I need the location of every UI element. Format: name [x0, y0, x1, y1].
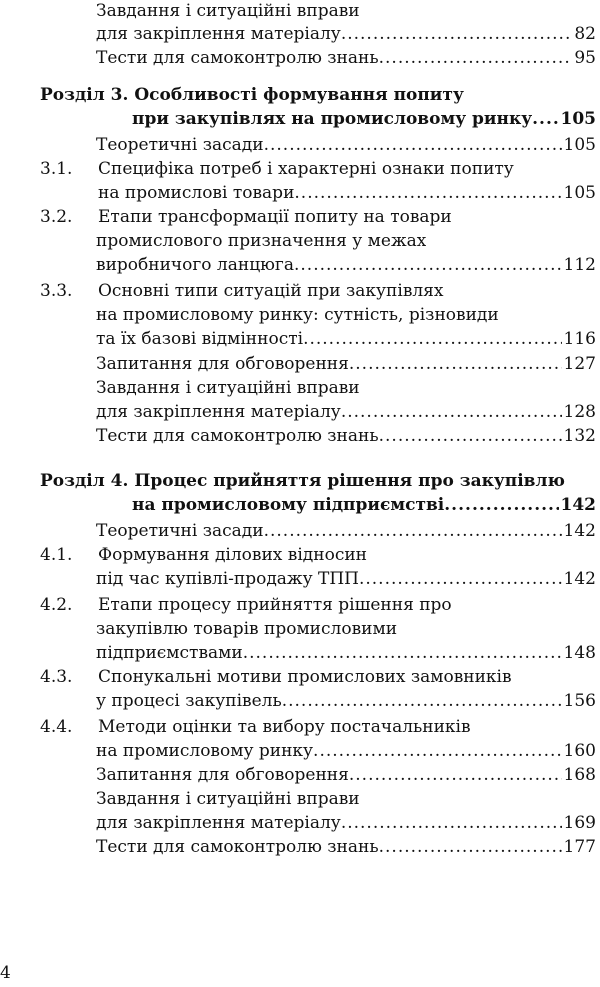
- page-ref: 132: [563, 426, 596, 446]
- toc-entry-line: [40, 568, 598, 592]
- toc-chapter-line: [40, 494, 598, 518]
- toc-entry-line: [40, 328, 598, 352]
- entry-title: Розділ 3. Особливості формування попиту: [40, 85, 464, 105]
- toc-entry-line: [40, 594, 598, 618]
- page-ref: 82: [574, 24, 596, 44]
- entry-title: Спонукальні мотиви промислових замовників: [98, 667, 512, 687]
- entry-title: для закріплення матеріалу: [96, 24, 341, 44]
- toc-chapter-line: [40, 84, 598, 108]
- dot-leader: [294, 182, 561, 206]
- dot-leader: [532, 108, 558, 132]
- toc-entry-line: [40, 158, 598, 182]
- entry-title: Завдання і ситуаційні вправи: [96, 378, 360, 398]
- section-number: 4.4.: [40, 717, 73, 737]
- entry-title: Основні типи ситуацій при закупівлях: [98, 281, 444, 301]
- page-number: 4: [0, 963, 11, 983]
- entry-title: Тести для самоконтролю знань: [96, 48, 379, 68]
- page-ref: 112: [563, 255, 596, 275]
- toc-entry-line: [40, 618, 598, 642]
- toc-entry-line: [40, 812, 598, 836]
- dot-leader: [379, 836, 562, 860]
- entry-title: на промисловому ринку: сутність, різновиди: [96, 305, 499, 325]
- entry-title: Формування ділових відносин: [98, 545, 368, 565]
- entry-title: для закріплення матеріалу: [96, 813, 341, 833]
- section-number: 3.3.: [40, 281, 73, 301]
- toc-entry-line: [40, 836, 598, 860]
- entry-title: у процесі закупівель: [96, 691, 282, 711]
- toc-entry-line: [40, 47, 598, 71]
- toc-entry-line: [40, 520, 598, 544]
- toc-entry-line: [40, 716, 598, 740]
- page-ref: 177: [563, 837, 596, 857]
- toc-entry-line: [40, 764, 598, 788]
- toc-entry-line: [40, 666, 598, 690]
- toc-entry-line: [40, 0, 598, 24]
- entry-title: Методи оцінки та вибору постачальників: [98, 717, 471, 737]
- entry-title: Специфіка потреб і характерні ознаки попиту: [98, 159, 514, 179]
- dot-leader: [341, 401, 562, 425]
- entry-title: на промислові товари: [98, 183, 295, 203]
- page-ref: 156: [563, 691, 596, 711]
- page-ref: 105: [563, 183, 596, 203]
- entry-title: підприємствами: [96, 643, 243, 663]
- entry-title: під час купівлі-продажу ТПП: [96, 569, 359, 589]
- entry-title: Запитання для обговорення: [96, 354, 349, 374]
- entry-title: Завдання і ситуаційні вправи: [96, 789, 360, 809]
- page-ref: 105: [560, 109, 596, 129]
- dot-leader: [303, 328, 561, 352]
- toc-entry-line: [40, 544, 598, 568]
- toc-entry-line: [40, 23, 598, 47]
- toc-entry-line: [40, 401, 598, 425]
- page-ref: 168: [563, 765, 596, 785]
- toc-entry-line: [40, 206, 598, 230]
- entry-title: Розділ 4. Процес прийняття рішення про закупівлю: [40, 471, 565, 491]
- dot-leader: [243, 642, 562, 666]
- entry-title: Тести для самоконтролю знань: [96, 837, 379, 857]
- dot-leader: [444, 494, 558, 518]
- toc-entry-line: [40, 377, 598, 401]
- page-ref: 142: [563, 521, 596, 541]
- page-ref: 142: [560, 495, 596, 515]
- toc-entry-line: [40, 280, 598, 304]
- entry-title: на промисловому ринку: [96, 741, 314, 761]
- entry-title: при закупівлях на промисловому ринку: [132, 109, 533, 129]
- entry-title: та їх базові відмінності: [96, 329, 304, 349]
- entry-title: Етапи процесу прийняття рішення про: [98, 595, 452, 615]
- page-ref: 128: [563, 402, 596, 422]
- dot-leader: [264, 134, 562, 158]
- entry-title: Завдання і ситуаційні вправи: [96, 1, 360, 21]
- section-number: 4.3.: [40, 667, 73, 687]
- page-ref: 105: [563, 135, 596, 155]
- page-ref: 95: [574, 48, 596, 68]
- page-ref: 142: [563, 569, 596, 589]
- page-ref: 160: [563, 741, 596, 761]
- section-number: 4.2.: [40, 595, 73, 615]
- dot-leader: [341, 812, 562, 836]
- toc-entry-line: [40, 425, 598, 449]
- page-ref: 148: [563, 643, 596, 663]
- dot-leader: [313, 740, 562, 764]
- entry-title: промислового призначення у межах: [96, 231, 427, 251]
- entry-title: Етапи трансформації попиту на товари: [98, 207, 452, 227]
- dot-leader: [379, 425, 562, 449]
- section-number: 3.2.: [40, 207, 73, 227]
- entry-title: виробничого ланцюга: [96, 255, 294, 275]
- toc-entry-line: [40, 690, 598, 714]
- page-ref: 169: [563, 813, 596, 833]
- toc-entry-line: [40, 740, 598, 764]
- page-ref: 116: [563, 329, 596, 349]
- toc-entry-line: [40, 353, 598, 377]
- toc-entry-line: [40, 134, 598, 158]
- toc-chapter-line: [40, 108, 598, 132]
- toc-entry-line: [40, 182, 598, 206]
- toc-entry-line: [40, 230, 598, 254]
- toc-entry-line: [40, 304, 598, 328]
- dot-leader: [349, 764, 562, 788]
- entry-title: на промисловому підприємстві: [132, 495, 445, 515]
- entry-title: закупівлю товарів промисловими: [96, 619, 398, 639]
- entry-title: Теоретичні засади: [96, 521, 264, 541]
- section-number: 3.1.: [40, 159, 73, 179]
- dot-leader: [294, 254, 562, 278]
- entry-title: Запитання для обговорення: [96, 765, 349, 785]
- dot-leader: [282, 690, 562, 714]
- toc-entry-line: [40, 254, 598, 278]
- dot-leader: [264, 520, 562, 544]
- dot-leader: [379, 47, 573, 71]
- toc-chapter-line: [40, 470, 598, 494]
- toc-entry-line: [40, 642, 598, 666]
- entry-title: Теоретичні засади: [96, 135, 264, 155]
- dot-leader: [349, 353, 562, 377]
- entry-title: для закріплення матеріалу: [96, 402, 341, 422]
- dot-leader: [341, 23, 573, 47]
- toc-entry-line: [40, 788, 598, 812]
- entry-title: Тести для самоконтролю знань: [96, 426, 379, 446]
- page-ref: 127: [563, 354, 596, 374]
- dot-leader: [359, 568, 562, 592]
- section-number: 4.1.: [40, 545, 73, 565]
